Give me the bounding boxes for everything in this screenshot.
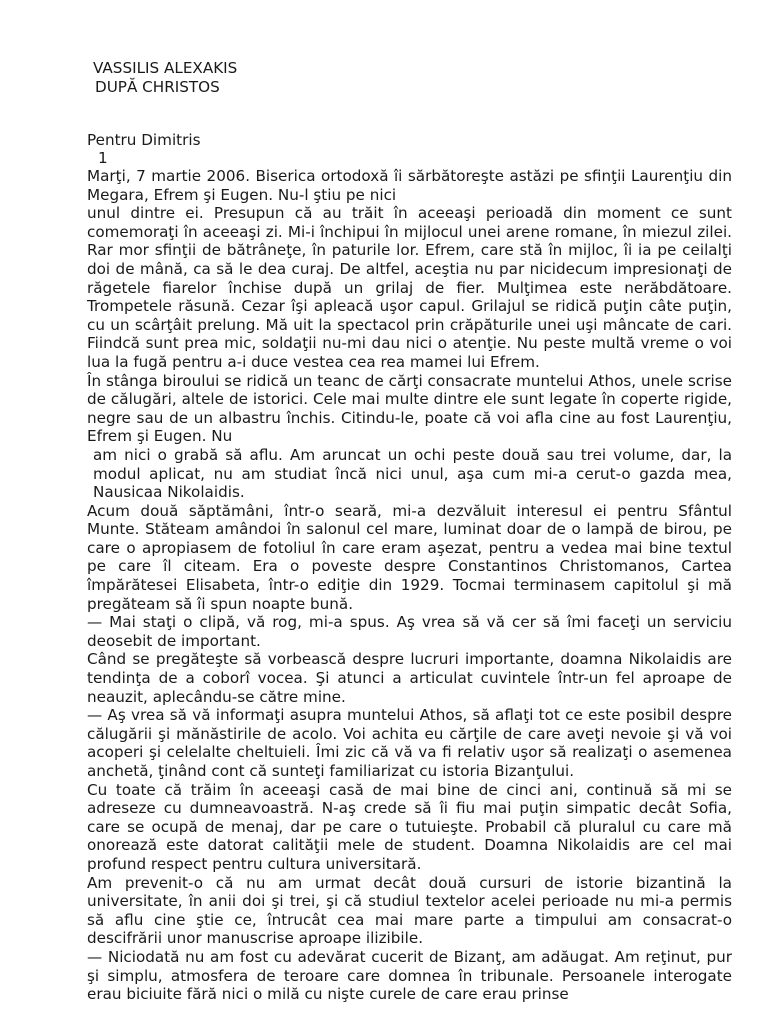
paragraph: am nici o grabă să aflu. Am aruncat un ochi peste două sau trei volume, dar, la modul aplicat, nu am studiat încă nici unul, aşa cum mi-a cerut-o gazda mea, Nausicaa Nikolaidis.	[93, 445, 732, 502]
document-body	[87, 167, 732, 1004]
paragraph: Cu toate că trăim în aceeaşi casă de mai bine de cinci ani, continuă să mi se adreseze cu dumneavoastră. N-aş crede să îi fiu mai puţin simpatic decât Sofia, care se ocupă de menaj, dar pe care o tutuieşte. Probabil că pluralul cu care mă onorează este datorat calităţii mele de student. Doamna Nikolaidis are cel mai profund respect pentru cultura universitară.	[87, 780, 732, 873]
paragraph: — Aş vrea să vă informaţi asupra muntelui Athos, să aflaţi tot ce este posibil despre călugării şi mănăstirile de acolo. Voi achita eu cărţile de care aveţi nevoie şi vă voi acoperi şi celelalte cheltuieli. Îmi zic că vă va fi relativ uşor să realizaţi o asemenea anchetă, ţinând cont că sunteţi familiarizat cu istoria Bizanţului.	[87, 706, 732, 780]
paragraph: Când se pregăteşte să vorbească despre lucruri importante, doamna Nikolaidis are tendinţa de a coborî vocea. Şi atunci a articulat cuvintele într-un fel aproape de neauzit, aplecându-se către mine.	[87, 650, 732, 706]
paragraph: Acum două săptămâni, într-o seară, mi-a dezvăluit interesul ei pentru Sfântul Munte. Stăteam amândoi în salonul cel mare, luminat doar de o lampă de birou, pe care o apropiasem de fotoliul în care eram aşezat, pentru a vedea mai bine textul pe care îl citeam. Era o poveste despre Constantinos Christomanos, Cartea împărătesei Elisabeta, într-o ediţie din 1929. Tocmai terminasem capitolul şi mă pregăteam să îi spun noapte bună.	[87, 501, 732, 613]
dedication: Pentru Dimitris	[87, 131, 201, 149]
paragraph: Marţi, 7 martie 2006. Biserica ortodoxă îi sărbătoreşte astăzi pe sfinţii Laurenţiu din Megara, Efrem şi Eugen. Nu-l ştiu pe nici	[87, 167, 732, 204]
book-title: DUPĂ CHRISTOS	[95, 77, 220, 96]
paragraph: În stânga biroului se ridică un teanc de cărţi consacrate muntelui Athos, unele scrise de călugări, altele de istorici. Cele mai multe dintre ele sunt legate în coperte rigide, negre sau de un albastru închis. Citindu-le, poate că voi afla cine au fost Laurenţiu, Efrem şi Eugen. Nu	[87, 371, 732, 446]
author-name: VASSILIS ALEXAKIS	[93, 59, 238, 77]
paragraph: — Mai staţi o clipă, vă rog, mi-a spus. Aş vrea să vă cer să îmi faceţi un serviciu deosebit de important.	[87, 613, 732, 650]
paragraph: unul dintre ei. Presupun că au trăit în aceeaşi perioadă din moment ce sunt comemoraţi în aceeaşi zi. Mi-i închipui în mijlocul unei arene romane, în miezul zilei. Rar mor sfinţii de bătrâneţe, în paturile lor. Efrem, care stă în mijloc, îi ia pe ceilalţi doi de mână, ca să le dea curaj. De altfel, aceştia nu par nicidecum impresionaţi de răgetele fiarelor închise după un grilaj de fier. Mulţimea este nerăbdătoare. Trompetele răsună. Cezar îşi apleacă uşor capul. Grilajul se ridică puţin câte puţin, cu un scârţâit prelung. Mă uit la spectacol prin crăpăturile unei uşi mâncate de cari. Fiindcă sunt prea mic, soldaţii nu-mi dau nici o atenţie. Nu peste multă vreme o voi lua la fugă pentru a-i duce vestea cea rea mamei lui Efrem.	[87, 204, 732, 371]
document-header	[93, 59, 713, 96]
chapter-number: 1	[98, 149, 108, 167]
paragraph: Am prevenit-o că nu am urmat decât două cursuri de istorie bizantină la universitate, în anii doi şi trei, şi că studiul textelor acelei perioade nu mi-a permis să aflu cine ştie ce, întrucât cea mai mare parte a timpului am consacrat-o descifrării unor manuscrise aproape ilizibile.	[87, 873, 732, 948]
paragraph: — Niciodată nu am fost cu adevărat cucerit de Bizanţ, am adăugat. Am reţinut, pur şi simplu, atmosfera de teroare care domnea în tribunale. Persoanele interogate erau biciuite fără nici o milă cu nişte curele de care erau prinse	[87, 947, 732, 1004]
